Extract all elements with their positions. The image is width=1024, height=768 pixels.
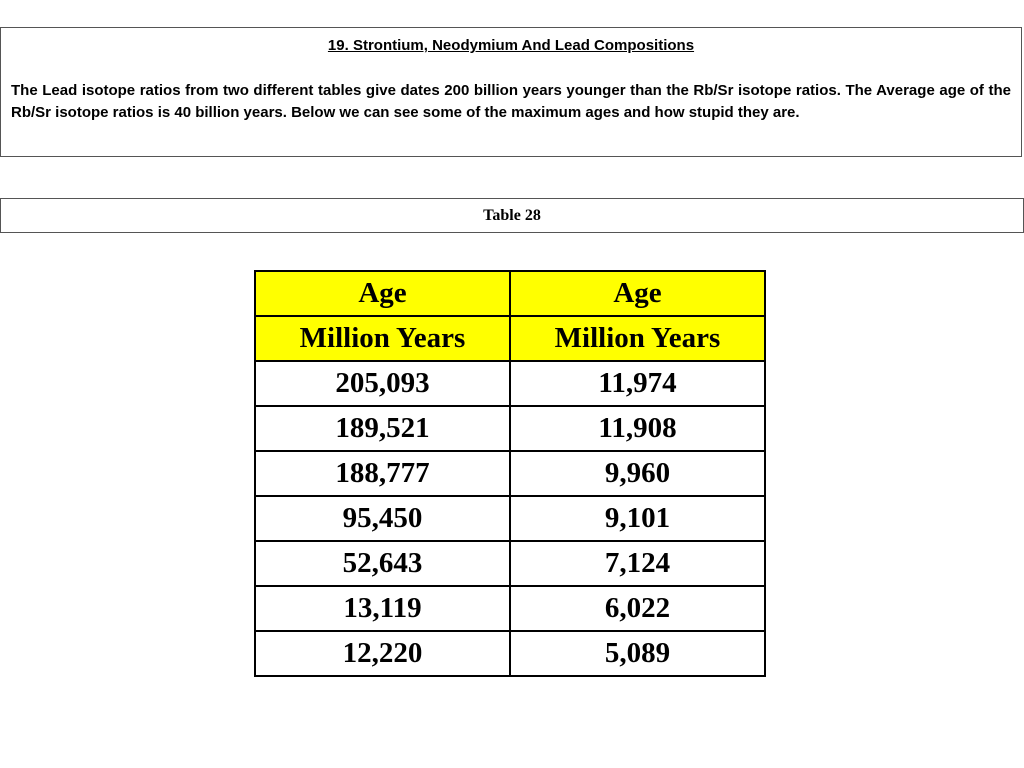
table-header-row (255, 271, 765, 316)
table-cell: 9,101 (510, 496, 765, 541)
table-cell: 11,908 (510, 406, 765, 451)
table-cell: 95,450 (255, 496, 510, 541)
table-cell: 11,974 (510, 361, 765, 406)
table-row (255, 361, 765, 406)
section-title: 19. Strontium, Neodymium And Lead Compositions (327, 37, 695, 54)
header-cell: Million Years (255, 316, 510, 361)
table-row (255, 586, 765, 631)
table-row (255, 406, 765, 451)
table-cell: 9,960 (510, 451, 765, 496)
table-cell: 12,220 (255, 631, 510, 676)
table-cell: 52,643 (255, 541, 510, 586)
section-body: The Lead isotope ratios from two different tables give dates 200 billion years younger than the Rb/Sr isotope ratios. The Average age of the Rb/Sr isotope ratios is 40 billion years. Below we can see some of the maximum ages and how stupid they are. (11, 82, 1011, 121)
table-cell: 205,093 (255, 361, 510, 406)
header-cell: Age (255, 271, 510, 316)
table-cell: 188,777 (255, 451, 510, 496)
table-cell: 189,521 (255, 406, 510, 451)
header-cell: Million Years (510, 316, 765, 361)
ages-table (254, 270, 766, 677)
intro-text-box (0, 27, 1022, 157)
table-cell: 7,124 (510, 541, 765, 586)
header-cell: Age (510, 271, 765, 316)
table-row (255, 541, 765, 586)
table-header-row (255, 316, 765, 361)
table-cell: 6,022 (510, 586, 765, 631)
table-row (255, 496, 765, 541)
table-cell: 5,089 (510, 631, 765, 676)
table-row (255, 451, 765, 496)
table-caption: Table 28 (0, 198, 1024, 233)
table-cell: 13,119 (255, 586, 510, 631)
table-row (255, 631, 765, 676)
